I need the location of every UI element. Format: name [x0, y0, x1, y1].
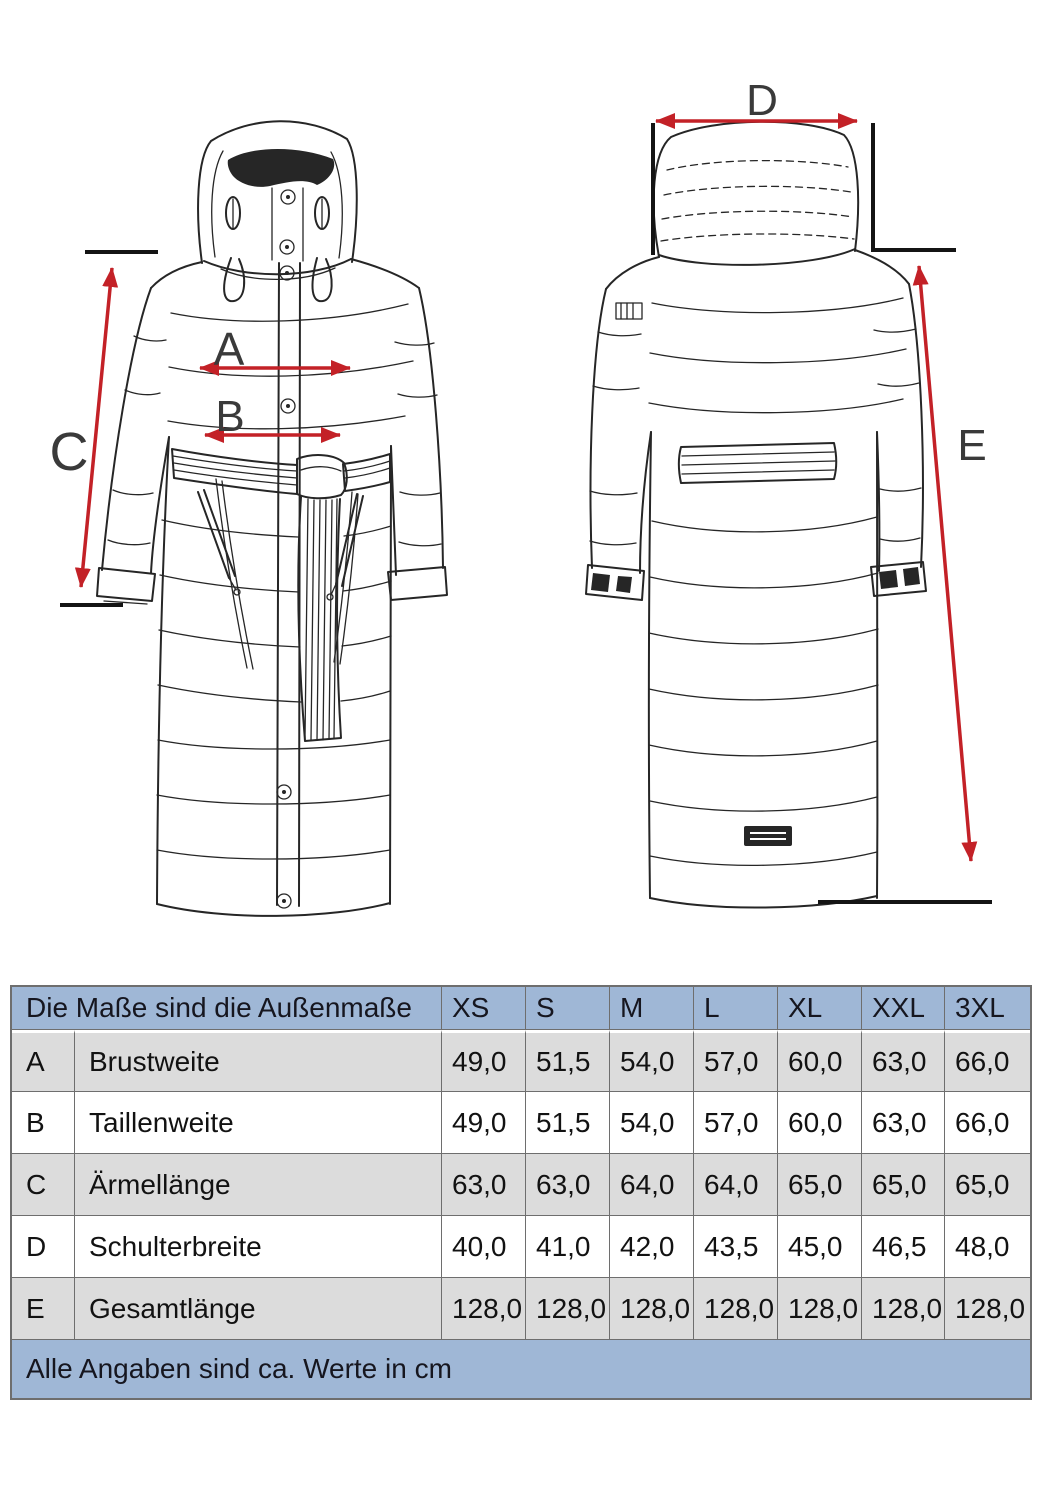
measure-value-cell: 48,0 — [945, 1216, 1030, 1278]
brand-label-patch — [744, 826, 792, 846]
total-length-arrow — [919, 266, 971, 861]
measurement-label-chest: A — [213, 323, 245, 375]
front-view-coat-sketch — [97, 121, 447, 916]
measure-label-cell: Gesamtlänge — [75, 1278, 442, 1340]
measure-value-cell: 60,0 — [778, 1030, 862, 1092]
measure-value-cell: 65,0 — [945, 1154, 1030, 1216]
measure-value-cell: 128,0 — [862, 1278, 945, 1340]
measure-value-cell: 66,0 — [945, 1092, 1030, 1154]
measure-value-cell: 128,0 — [945, 1278, 1030, 1340]
measure-value-cell: 63,0 — [862, 1092, 945, 1154]
measure-value-cell: 128,0 — [694, 1278, 778, 1340]
sleeve-label-patch — [616, 303, 642, 319]
measure-label-cell: Taillenweite — [75, 1092, 442, 1154]
measure-label-cell: Ärmellänge — [75, 1154, 442, 1216]
measure-value-cell: 63,0 — [862, 1030, 945, 1092]
size-col-header: XS — [442, 987, 526, 1030]
measure-label-cell: Brustweite — [75, 1030, 442, 1092]
measure-value-cell: 60,0 — [778, 1092, 862, 1154]
measure-value-cell: 51,5 — [526, 1030, 610, 1092]
measure-value-cell: 128,0 — [442, 1278, 526, 1340]
size-col-header: L — [694, 987, 778, 1030]
measure-code-cell: A — [12, 1030, 75, 1092]
measure-value-cell: 49,0 — [442, 1030, 526, 1092]
measure-value-cell: 49,0 — [442, 1092, 526, 1154]
size-col-header: S — [526, 987, 610, 1030]
measure-value-cell: 45,0 — [778, 1216, 862, 1278]
measure-value-cell: 42,0 — [610, 1216, 694, 1278]
measure-row-length — [12, 1278, 1030, 1340]
size-col-header: 3XL — [945, 987, 1030, 1030]
measure-value-cell: 57,0 — [694, 1092, 778, 1154]
size-table-header-row — [12, 987, 1030, 1030]
measure-value-cell: 46,5 — [862, 1216, 945, 1278]
measure-value-cell: 43,5 — [694, 1216, 778, 1278]
measurement-label-sleeve: C — [49, 422, 89, 482]
footer-note: Alle Angaben sind ca. Werte in cm — [12, 1340, 1030, 1398]
measure-value-cell: 51,5 — [526, 1092, 610, 1154]
size-col-header: XL — [778, 987, 862, 1030]
hood-right-reference-line — [873, 123, 956, 250]
measure-code-cell: B — [12, 1092, 75, 1154]
table-footer-row — [12, 1340, 1030, 1398]
measure-value-cell: 41,0 — [526, 1216, 610, 1278]
size-col-header: XXL — [862, 987, 945, 1030]
measure-row-shoulder — [12, 1216, 1030, 1278]
measure-value-cell: 54,0 — [610, 1092, 694, 1154]
measure-label-cell: Schulterbreite — [75, 1216, 442, 1278]
table-title: Die Maße sind die Außenmaße — [12, 987, 442, 1030]
size-col-header: M — [610, 987, 694, 1030]
measure-value-cell: 57,0 — [694, 1030, 778, 1092]
measure-value-cell: 128,0 — [778, 1278, 862, 1340]
measure-row-waist — [12, 1092, 1030, 1154]
measure-value-cell: 64,0 — [694, 1154, 778, 1216]
measure-value-cell: 65,0 — [862, 1154, 945, 1216]
measure-value-cell: 54,0 — [610, 1030, 694, 1092]
measure-code-cell: C — [12, 1154, 75, 1216]
size-table — [10, 985, 1032, 1400]
measurement-label-shoulder: D — [746, 76, 778, 125]
measure-value-cell: 66,0 — [945, 1030, 1030, 1092]
measure-value-cell: 128,0 — [526, 1278, 610, 1340]
measure-code-cell: E — [12, 1278, 75, 1340]
measurement-label-waist: B — [215, 392, 245, 441]
measure-value-cell: 63,0 — [526, 1154, 610, 1216]
measure-value-cell: 128,0 — [610, 1278, 694, 1340]
measure-value-cell: 65,0 — [778, 1154, 862, 1216]
measure-value-cell: 64,0 — [610, 1154, 694, 1216]
measure-value-cell: 40,0 — [442, 1216, 526, 1278]
measurement-label-length: E — [957, 421, 987, 470]
measure-row-sleeve — [12, 1154, 1030, 1216]
measure-value-cell: 63,0 — [442, 1154, 526, 1216]
measure-row-chest — [12, 1030, 1030, 1092]
measure-code-cell: D — [12, 1216, 75, 1278]
